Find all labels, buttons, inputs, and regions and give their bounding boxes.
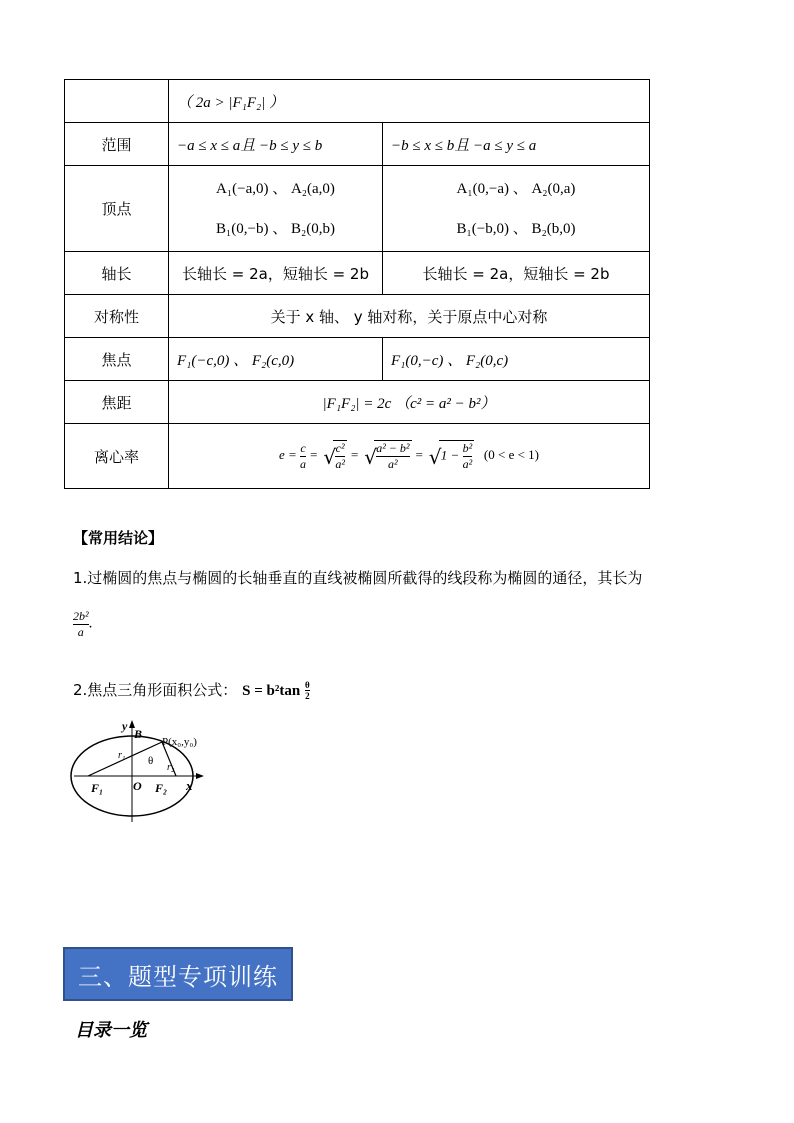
condition-text: （ 2a > |F₁F₂| ） (177, 94, 285, 111)
eccentricity-formula: e = $\frac{c}{a}$ = √ $\frac{\text{c²}}{\text{a²}}$ = √ $\frac{\text{a² − b²}}{\text{a²}}$ = √ 1 − $\frac{\text{b²}}{\text{a²}}$ (0 < e < 1) (169, 424, 650, 489)
table-row (65, 381, 650, 424)
focus-horizontal: F₁(−c,0) 、 F₂(c,0) (169, 338, 383, 381)
row-label: 焦点 (65, 338, 169, 381)
vertex-vertical-a: A₁(0,−a) 、 A₂(0,a) (456, 180, 576, 197)
r2-label: r₂ (167, 762, 175, 773)
row-label: 顶点 (65, 166, 169, 252)
latus-rectum-formula: $\frac{\text{2b²}}{a}$ . (73, 609, 93, 639)
section-banner: 三、题型专项训练 (63, 947, 293, 1001)
table-row (65, 338, 650, 381)
row-label: 对称性 (65, 295, 169, 338)
vertex-horizontal-b: B₁(0,−b) 、 B₂(0,b) (216, 220, 335, 237)
row-label: 离心率 (65, 424, 169, 489)
focus-vertical: F₁(0,−c) 、 F₂(0,c) (383, 338, 650, 381)
conclusions-heading: 【常用结论】 (73, 529, 164, 547)
origin-label: O (133, 779, 142, 793)
range-horizontal: −a ≤ x ≤ a且 −b ≤ y ≤ b (169, 123, 383, 166)
r1-label: r₁ (118, 750, 126, 761)
f1-label: F₁ (91, 781, 104, 795)
area-formula: S = b²tan (242, 683, 301, 699)
table-row (65, 424, 650, 489)
axis-vertical: 长轴长 = 2a，短轴长 = 2b (383, 252, 650, 295)
point-p-label: P(x₀,y₀) (162, 736, 197, 748)
symmetry-text: 关于 x 轴、 y 轴对称，关于原点中心对称 (169, 295, 650, 338)
focal-triangle-diagram (68, 718, 228, 824)
axis-horizontal: 长轴长 = 2a，短轴长 = 2b (169, 252, 383, 295)
range-vertical: −b ≤ x ≤ b且 −a ≤ y ≤ a (383, 123, 650, 166)
f2-label: F₂ (155, 781, 168, 795)
row-label: 焦距 (65, 381, 169, 424)
row-label: 轴长 (65, 252, 169, 295)
toc-heading: 目录一览 (75, 1020, 147, 1041)
table-row (65, 80, 650, 123)
vertex-vertical-b: B₁(−b,0) 、 B₂(b,0) (456, 220, 576, 237)
focal-distance: |F₁F₂| = 2c （c² = a² − b²） (169, 381, 650, 424)
table-row (65, 252, 650, 295)
theta-label: θ (148, 755, 154, 767)
table-row (65, 166, 650, 252)
ellipse-properties-table (64, 79, 650, 489)
row-label: 范围 (65, 123, 169, 166)
x-axis-arrow-icon (196, 773, 204, 779)
conclusion-1-text: 1.过椭圆的焦点与椭圆的长轴垂直的直线被椭圆所截得的线段称为椭圆的通径，其长为 (73, 569, 643, 587)
point-b-label: B (134, 727, 143, 741)
vertex-horizontal-a: A₁(−a,0) 、 A₂(a,0) (216, 180, 335, 197)
y-axis-label: y (122, 719, 128, 733)
table-row (65, 123, 650, 166)
table-row (65, 295, 650, 338)
conclusion-2-text: 2.焦点三角形面积公式： S = b²tan $\frac{\theta}{2}$ (73, 680, 310, 701)
x-axis-label: x (186, 778, 193, 793)
